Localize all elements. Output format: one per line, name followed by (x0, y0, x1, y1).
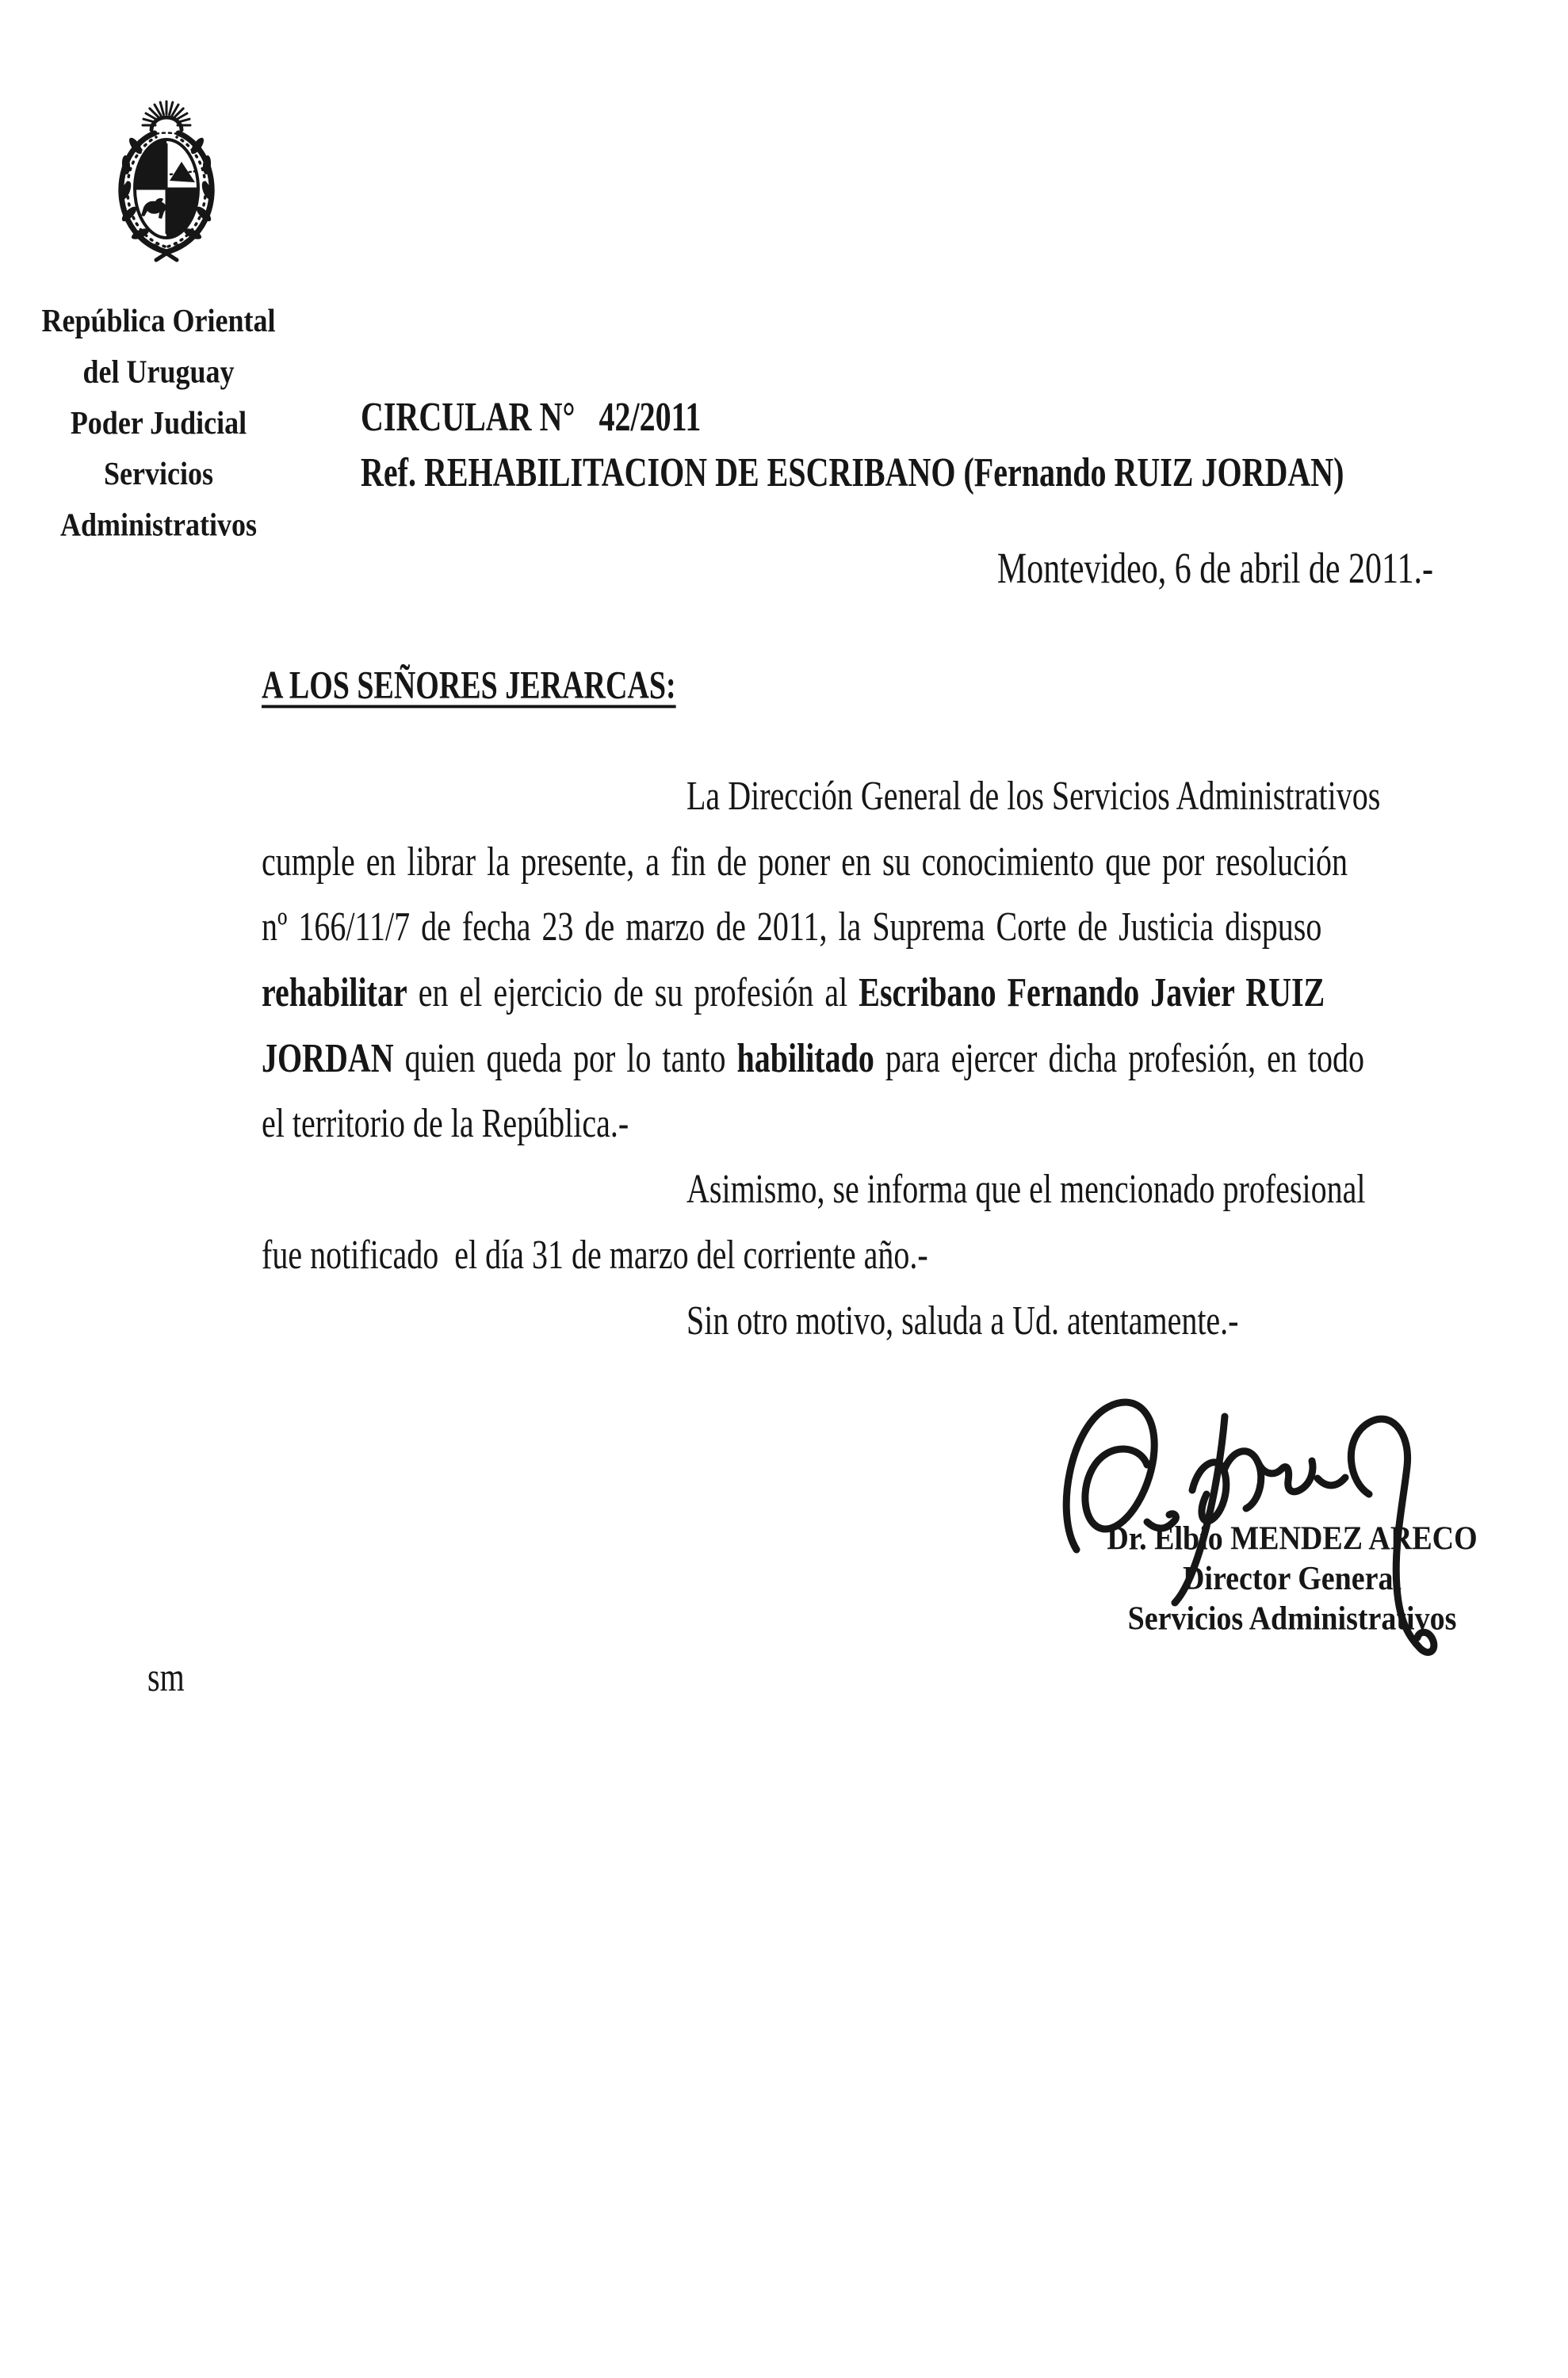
subject-line: Ref. REHABILITACION DE ESCRIBANO (Fernando RUIZ JORDAN) (361, 449, 1344, 495)
body-line: el territorio de la República.- (262, 1099, 629, 1146)
org-line: Servicios (104, 455, 213, 492)
uruguay-coat-of-arms-icon (107, 95, 226, 266)
org-line: República Oriental (41, 302, 276, 339)
org-line: Administrativos (59, 506, 257, 543)
signer-title: Director General (1182, 1560, 1402, 1597)
org-line: Poder Judicial (70, 404, 247, 441)
signer-name: Dr. Elbio MENDEZ ARECO (1107, 1520, 1478, 1558)
circular-number: CIRCULAR N° 42/2011 (361, 393, 702, 440)
body-line: nº 166/11/7 de fecha 23 de marzo de 2011, la Suprema Corte de Justicia dispuso (262, 903, 1322, 950)
body-line: La Dirección General de los Servicios Administrativos (686, 772, 1381, 819)
typist-initials: sm (147, 1654, 185, 1700)
salutation: A LOS SEÑORES JERARCAS: (262, 663, 676, 707)
org-line: del Uruguay (82, 353, 235, 390)
dateline: Montevideo, 6 de abril de 2011.- (996, 545, 1433, 594)
body-line: JORDAN quien queda por lo tanto habilitado para ejercer dicha profesión, en todo (262, 1034, 1365, 1081)
body-line: cumple en librar la presente, a fin de poner en su conocimiento que por resolución (262, 838, 1348, 885)
body-line: Asimismo, se informa que el mencionado profesional (686, 1165, 1366, 1212)
closing-line: Sin otro motivo, saluda a Ud. atentamente.- (686, 1297, 1239, 1344)
body-line: fue notificado el día 31 de marzo del corriente año.- (262, 1231, 928, 1278)
signature-block (1062, 1519, 1522, 1639)
signer-office: Servicios Administrativos (1127, 1600, 1457, 1638)
body-line: rehabilitar en el ejercicio de su profesión al Escribano Fernando Javier RUIZ (262, 969, 1325, 1015)
letterhead-org-block (16, 295, 301, 550)
